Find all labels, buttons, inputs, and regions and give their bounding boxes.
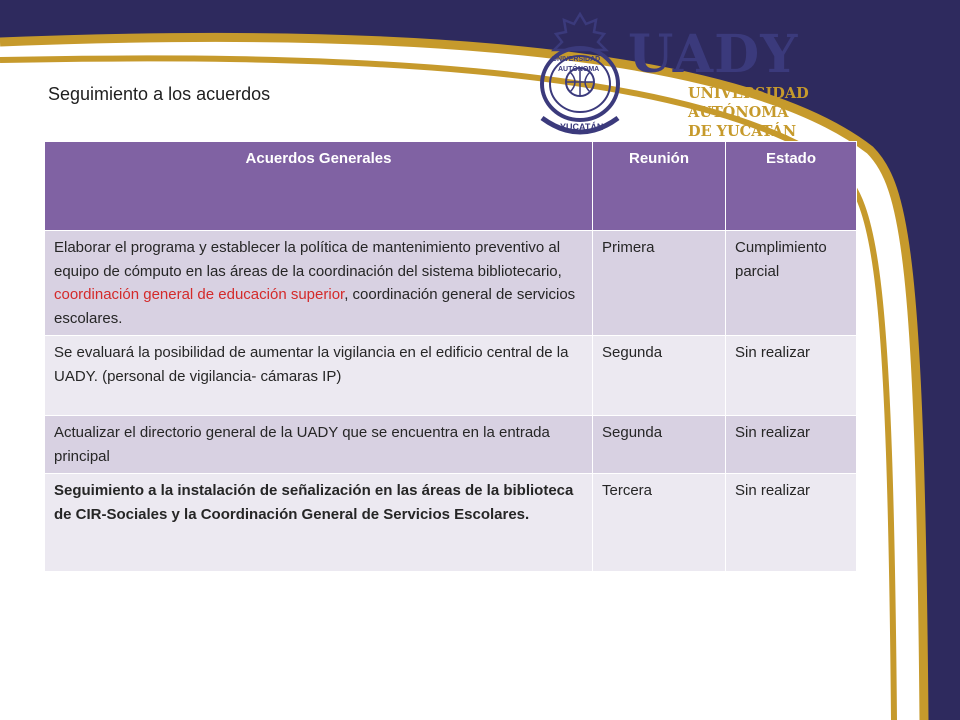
university-name-line3: DE YUCATÁN xyxy=(688,123,797,140)
table-row xyxy=(45,416,857,474)
table-row xyxy=(45,336,857,416)
meeting-cell: Tercera xyxy=(593,474,726,572)
slide-title: Seguimiento a los acuerdos xyxy=(48,84,271,104)
agreement-cell: Actualizar el directorio general de la UADY que se encuentra en la entrada principal xyxy=(45,416,593,474)
status-cell: Sin realizar xyxy=(726,474,857,572)
highlighted-text: coordinación general de educación superior xyxy=(54,286,345,303)
table-row xyxy=(45,474,857,572)
table-row xyxy=(45,231,857,336)
seal-text-bottom: YUCATÁN xyxy=(560,122,604,132)
agreement-cell: Seguimiento a la instalación de señalización en las áreas de la biblioteca de CIR-Sociales y la Coordinación General de Servicios Escolares. xyxy=(45,474,593,572)
status-cell: Sin realizar xyxy=(726,336,857,416)
meeting-cell: Primera xyxy=(593,231,726,336)
uady-logo xyxy=(532,10,809,144)
seal-text-top: UNIVERSIDAD xyxy=(552,56,601,63)
uady-wordmark: UADY xyxy=(628,24,799,85)
university-name-line2: AUTÓNOMA xyxy=(688,104,789,121)
agreements-table xyxy=(44,141,857,572)
university-name xyxy=(688,84,809,141)
header-meeting: Reunión xyxy=(593,142,726,231)
seal-text-middle: AUTÓNOMA xyxy=(558,66,600,73)
header-agreements: Acuerdos Generales xyxy=(45,142,593,231)
status-cell: Cumplimiento parcial xyxy=(726,231,857,336)
meeting-cell: Segunda xyxy=(593,416,726,474)
agreement-cell: Se evaluará la posibilidad de aumentar la vigilancia en el edificio central de la UADY. (personal de vigilancia- cámaras IP) xyxy=(45,336,593,416)
agreement-cell: Elaborar el programa y establecer la política de mantenimiento preventivo al equipo de cómputo en las áreas de la coordinación del sistema bibliotecario, coordinación general de educación superior, coordinación general de servicios escolares. xyxy=(45,231,593,336)
header-status: Estado xyxy=(726,142,857,231)
status-cell: Sin realizar xyxy=(726,416,857,474)
table-header-row xyxy=(45,142,857,231)
meeting-cell: Segunda xyxy=(593,336,726,416)
university-name-line1: UNIVERSIDAD xyxy=(688,85,809,102)
